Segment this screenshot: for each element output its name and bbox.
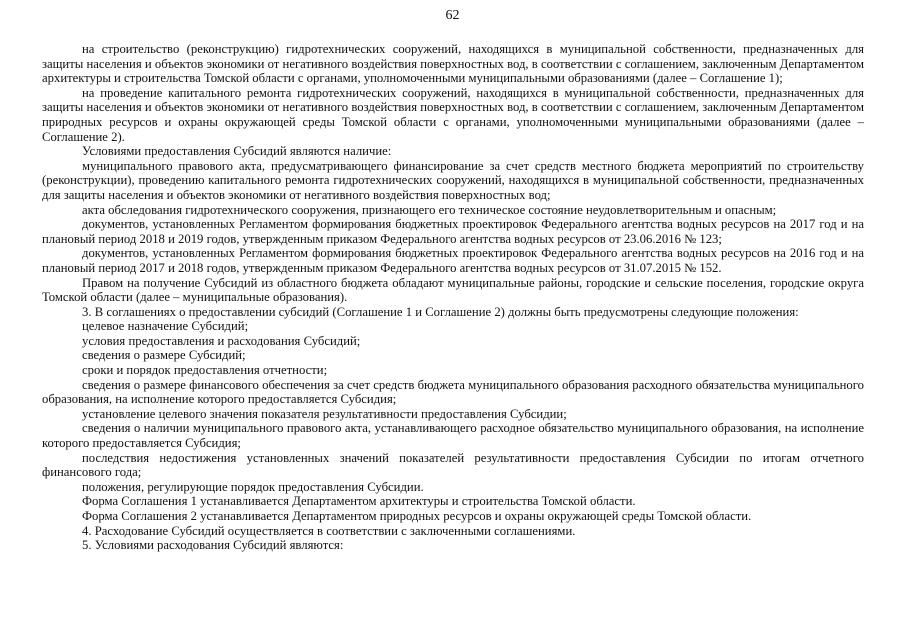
list-item: положения, регулирующие порядок предоставления Субсидии. (82, 479, 424, 494)
list-item: последствия недостижения установленных значений показателей результативности предоставления Субсидии по итогам отчетного финансового года; (42, 450, 864, 480)
paragraph-municipal-act: муниципального правового акта, предусматривающего финансирование за счет средств местного бюджета мероприятий по строительству (реконструкции), проведению капитального ремонта гидротехнических сооружений, находящихся в муниципальной собственности, предназначенных для защиты населения и объектов экономики от негативного воздействия поверхностных вод; (42, 158, 864, 202)
paragraph-section-5: 5. Условиями расходования Субсидий являются: (82, 538, 344, 553)
paragraph-inspection-act: акта обследования гидротехнического сооружения, признающего его техническое состояние неудовлетворительным и опасным; (82, 202, 777, 217)
list-item: сведения о наличии муниципального правового акта, устанавливающего расходное обязательство муниципального образования, на исполнение которого предоставляется Субсидия; (42, 421, 864, 451)
list-item: сведения о размере финансового обеспечения за счет средств бюджета муниципального образования расходного обязательства муниципального образования, на исполнение которого предоставляется Субсидия; (42, 377, 864, 407)
paragraph-documents-2017: документов, установленных Регламентом формирования бюджетных проектировок Федерального агентства водных ресурсов на 2017 год и на плановый период 2018 и 2019 годов, утвержденным приказом Федерального агентства водных ресурсов от 23.06.2016 № 123; (42, 217, 864, 246)
paragraph-form-agreement-1: Форма Соглашения 1 устанавливается Департаментом архитектуры и строительства Томской области. (82, 494, 636, 509)
page-number: 62 (445, 8, 460, 23)
paragraph-section-4: 4. Расходование Субсидий осуществляется в соответствии с заключенными соглашениями. (82, 523, 576, 538)
paragraph-documents-2016: документов, установленных Регламентом формирования бюджетных проектировок Федерального агентства водных ресурсов на 2016 год и на плановый период 2017 и 2018 годов, утвержденным приказом Федерального агентства водных ресурсов от 31.07.2015 № 152. (42, 246, 864, 275)
list-item: целевое назначение Субсидий; (82, 319, 249, 334)
list-item: сведения о размере Субсидий; (82, 348, 246, 363)
document-body (42, 42, 864, 553)
list-item: сроки и порядок предоставления отчетности; (82, 363, 328, 378)
paragraph-eligibility: Правом на получение Субсидий из областного бюджета обладают муниципальные районы, городские и сельские поселения, городские округа Томской области (далее – муниципальные образования). (42, 275, 864, 305)
paragraph-conditions-intro: Условиями предоставления Субсидий являются наличие: (82, 144, 392, 159)
paragraph-form-agreement-2: Форма Соглашения 2 устанавливается Департаментом природных ресурсов и охраны окружающей среды Томской области. (82, 509, 752, 523)
paragraph-agreement-1: на строительство (реконструкцию) гидротехнических сооружений, находящихся в муниципальной собственности, предназначенных для защиты населения и объектов экономики от негативного воздействия поверхностных вод, в соответствии с соглашением, заключенным Департаментом архитектуры и строительства Томской области с органами, уполномоченными муниципальными образованиями (далее – Соглашение 1); (42, 42, 864, 86)
list-item: установление целевого значения показателя результативности предоставления Субсидии; (82, 406, 567, 421)
paragraph-agreement-2: на проведение капитального ремонта гидротехнических сооружений, находящихся в муниципальной собственности, предназначенных для защиты населения и объектов экономики от негативного воздействия поверхностных вод, в соответствии с соглашением, заключенным Департаментом природных ресурсов и охраны окружающей среды Томской области с органами, уполномоченными муниципальными образованиями (далее – Соглашение 2). (42, 85, 864, 144)
list-item: условия предоставления и расходования Субсидий; (82, 333, 361, 348)
paragraph-section-3: 3. В соглашениях о предоставлении субсидий (Соглашение 1 и Соглашение 2) должны быть предусмотрены следующие положения: (82, 304, 799, 319)
